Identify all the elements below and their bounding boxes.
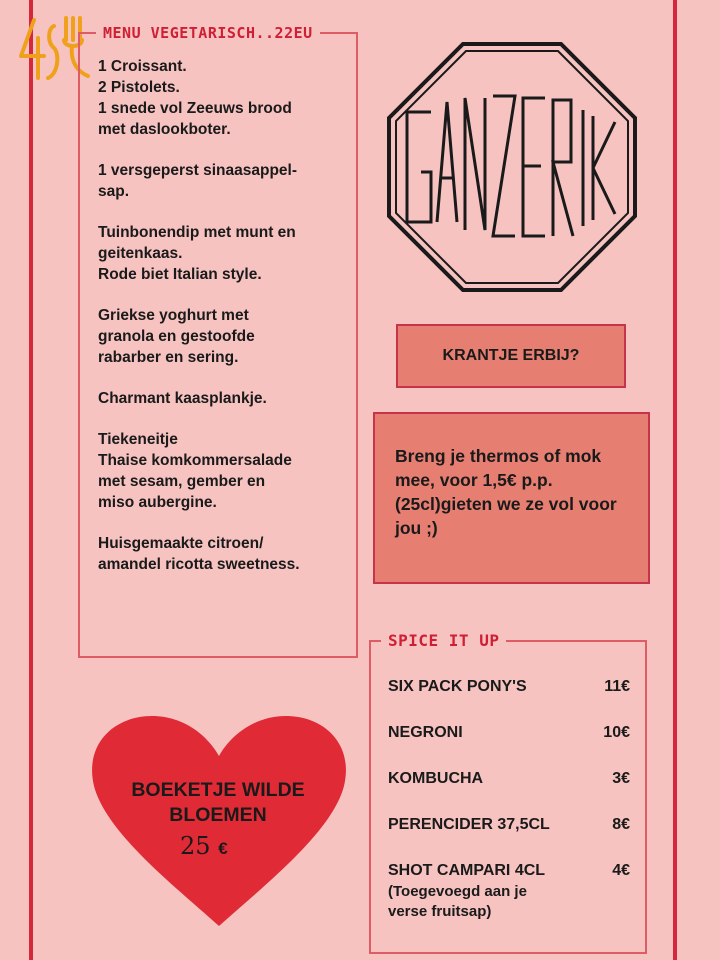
heart-price-currency: € xyxy=(218,839,228,858)
drink-name: NEGRONI xyxy=(388,724,463,741)
drinks-list xyxy=(388,676,630,922)
drink-price: 11€ xyxy=(604,678,630,695)
drink-price: 3€ xyxy=(612,770,630,787)
spice-title: SPICE IT UP xyxy=(381,632,506,650)
menu-item: 1 versgeperst sinaasappel- sap. xyxy=(98,162,298,200)
heart-price xyxy=(180,833,228,862)
drink-item xyxy=(388,722,630,744)
drink-name: PERENCIDER 37,5CL xyxy=(388,816,550,833)
menu-item: 1 Croissant. 2 Pistolets. 1 snede vol Zeeuws brood met daslookboter. xyxy=(98,58,292,138)
drink-name: KOMBUCHA xyxy=(388,770,484,787)
drink-price: 10€ xyxy=(603,724,630,741)
menu-item: Tuinbonendip met munt en geitenkaas. Rode biet Italian style. xyxy=(98,224,296,283)
menu-title: MENU VEGETARISCH..22EU xyxy=(96,24,320,42)
drink-price: 4€ xyxy=(612,862,630,879)
drink-item xyxy=(388,814,630,836)
heart-price-number: 25 xyxy=(180,832,211,860)
menu-items-list xyxy=(98,56,348,575)
right-border-line xyxy=(673,0,677,960)
menu-item: Huisgemaakte citroen/ amandel ricotta sweetness. xyxy=(98,535,300,573)
newspaper-button: KRANTJE ERBIJ? xyxy=(396,324,626,388)
left-border-line xyxy=(29,0,33,960)
heart-title: BOEKETJE WILDE BLOEMEN xyxy=(131,779,305,826)
drink-item xyxy=(388,676,630,698)
menu-item: Tiekeneitje Thaise komkommersalade met sesam, gember en miso aubergine. xyxy=(98,431,292,511)
drink-item xyxy=(388,860,630,882)
menu-item: Charmant kaasplankje. xyxy=(98,390,267,407)
drink-note: (Toegevoegd aan je verse fruitsap) xyxy=(388,883,527,920)
thermos-offer: Breng je thermos of mok mee, voor 1,5€ p.p. (25cl)gieten we ze vol voor jou ;) xyxy=(373,412,650,584)
drink-name: SIX PACK PONY'S xyxy=(388,678,527,695)
ganzerik-octagon-logo xyxy=(385,40,639,294)
drink-item xyxy=(388,768,630,790)
drink-price: 8€ xyxy=(612,816,630,833)
menu-item: Griekse yoghurt met granola en gestoofde rabarber en sering. xyxy=(98,307,255,366)
drink-name: SHOT CAMPARI 4CL xyxy=(388,862,546,879)
